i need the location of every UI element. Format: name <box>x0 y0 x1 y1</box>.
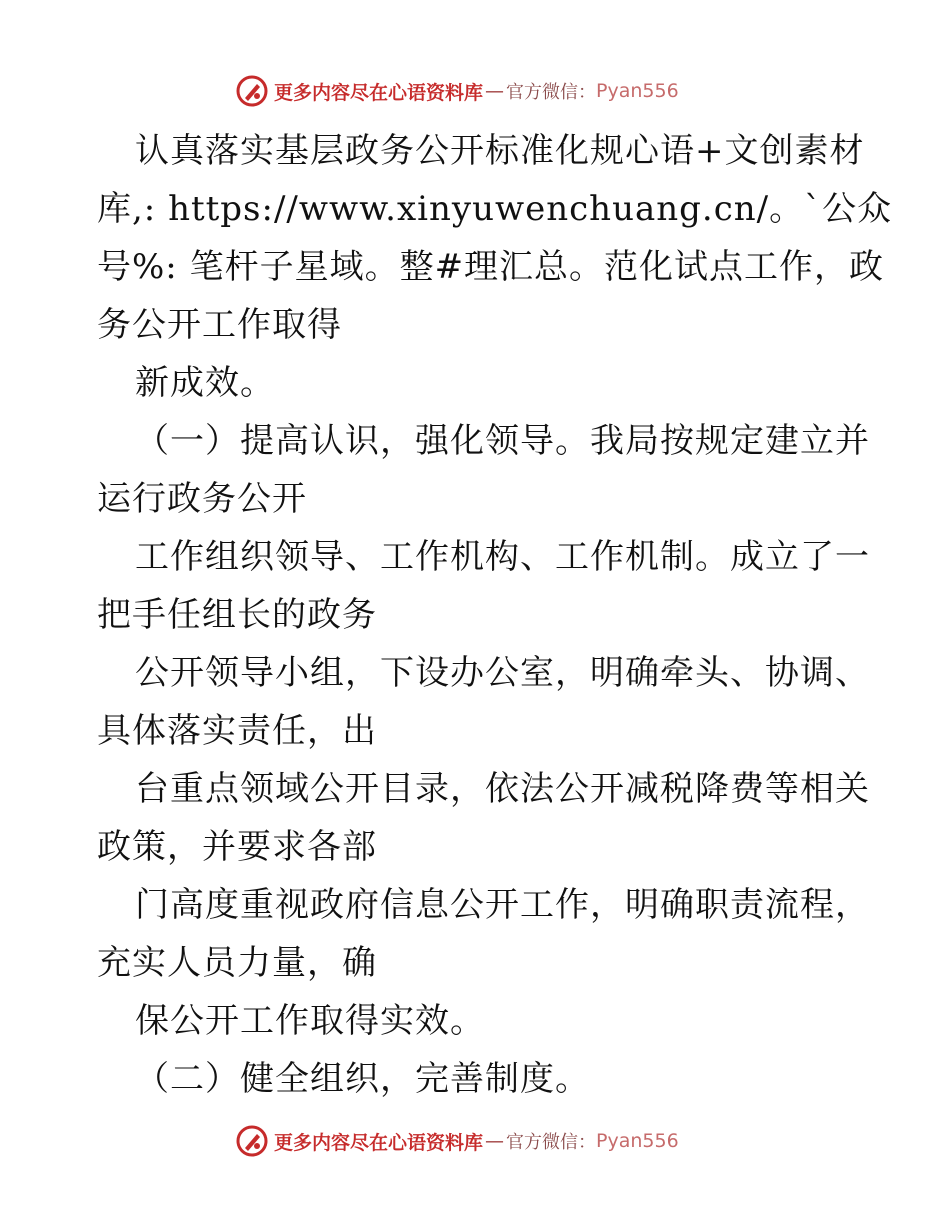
text-line: 公开领导小组，下设办公室，明确牵头、协调、 <box>135 653 870 693</box>
text-line: 库,: https://www.xinyuwenchuang.cn/。`公众 <box>97 189 893 229</box>
banner-dash: — <box>485 80 505 102</box>
banner-title: 更多内容尽在心语资料库 <box>274 1131 484 1154</box>
banner-wechat-id: Pyan556 <box>596 80 679 102</box>
text-line: 运行政务公开 <box>97 479 307 519</box>
banner-dash: — <box>485 1130 505 1152</box>
banner-title: 更多内容尽在心语资料库 <box>274 81 484 104</box>
banner-wechat-id: Pyan556 <box>596 1130 679 1152</box>
text-line: 保公开工作取得实效。 <box>135 1001 485 1041</box>
text-line: 认真落实基层政务公开标准化规心语+文创素材 <box>135 131 865 171</box>
pen-logo-icon <box>236 1125 268 1157</box>
text-line: 新成效。 <box>135 363 275 403</box>
banner-label: 官方微信： <box>506 1132 597 1153</box>
text-line: 具体落实责任，出 <box>97 711 377 751</box>
pen-logo-icon <box>236 75 268 107</box>
footer-banner <box>236 1124 679 1158</box>
banner-label: 官方微信： <box>506 82 597 103</box>
text-line: 台重点领域公开目录，依法公开减税降费等相关 <box>135 769 870 809</box>
text-line: 务公开工作取得 <box>97 305 342 345</box>
text-line: （一）提高认识，强化领导。我局按规定建立并 <box>135 421 870 461</box>
text-line: 号%: 笔杆子星域。整#理汇总。范化试点工作，政 <box>97 247 885 287</box>
text-line: 政策，并要求各部 <box>97 827 377 867</box>
text-line: 把手任组长的政务 <box>97 595 377 635</box>
text-line: 门高度重视政府信息公开工作，明确职责流程， <box>135 885 870 925</box>
text-line: （二）健全组织，完善制度。 <box>135 1059 590 1099</box>
header-banner <box>236 74 679 108</box>
text-line: 充实人员力量，确 <box>97 943 377 983</box>
document-body <box>97 122 893 1108</box>
text-line: 工作组织领导、工作机构、工作机制。成立了一 <box>135 537 870 577</box>
